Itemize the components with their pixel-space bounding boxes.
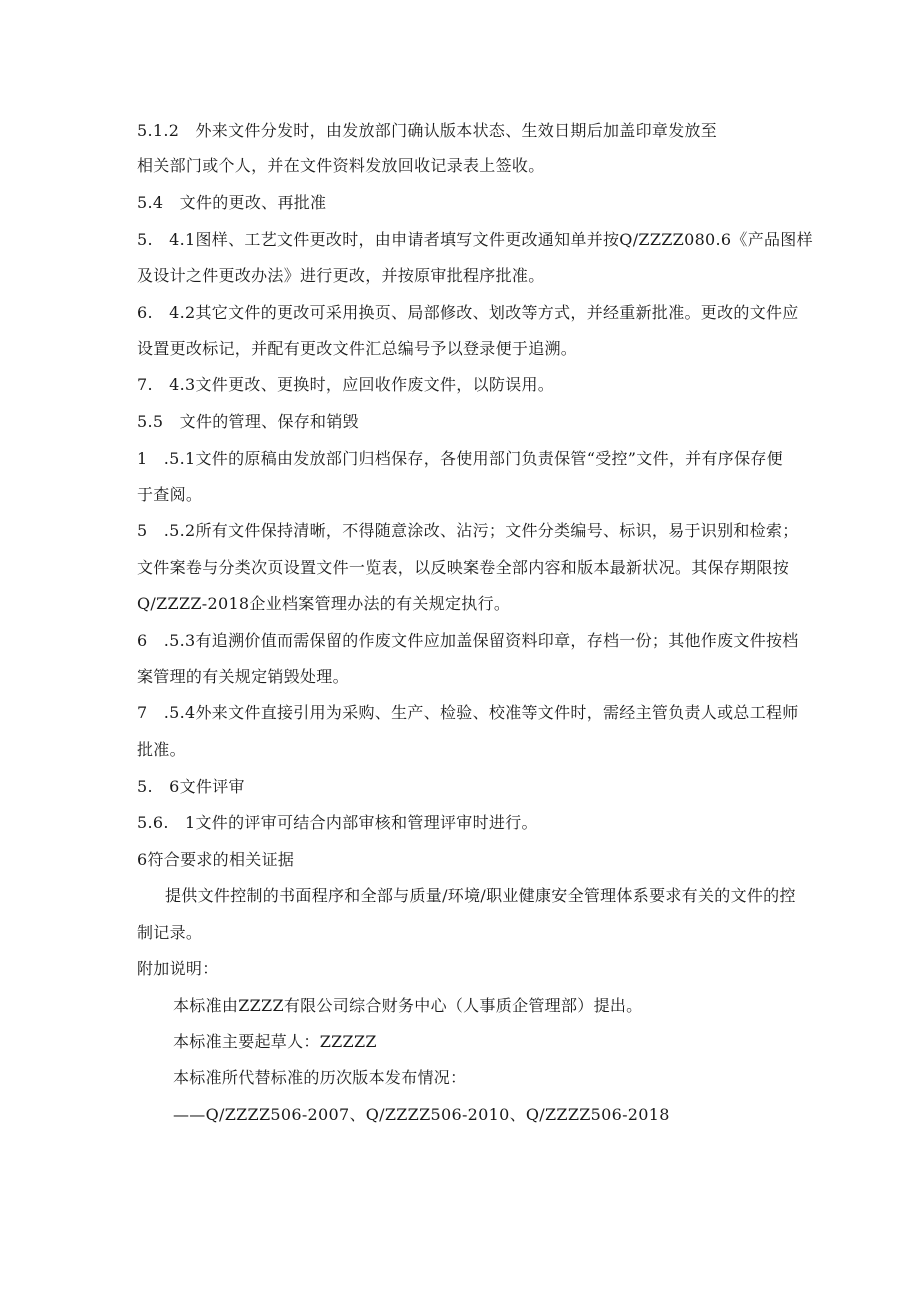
clause-5-5-2-cont2: Q/ZZZZ-2018企业档案管理办法的有关规定执行。	[137, 594, 511, 613]
heading-5-5: 5.5 文件的管理、保存和销毁	[137, 412, 359, 431]
clause-5-1-2-cont: 相关部门或个人，并在文件资料发放回收记录表上签收。	[137, 156, 545, 175]
appendix-history-label: 本标准所代替标准的历次版本发布情况：	[173, 1068, 467, 1087]
clause-5-4-2: 6. 4.2其它文件的更改可采用换页、局部修改、划改等方式，并经重新批准。更改的文件应	[137, 303, 799, 322]
clause-5-4-2-cont: 设置更改标记，并配有更改文件汇总编号予以登录便于追溯。	[137, 339, 578, 358]
heading-5-6: 5. 6文件评审	[137, 777, 245, 796]
clause-5-5-4: 7 .5.4外来文件直接引用为采购、生产、检验、校准等文件时，需经主管负责人或总工程师	[137, 703, 799, 722]
clause-5-1-2: 5.1.2 外来文件分发时，由发放部门确认版本状态、生效日期后加盖印章发放至	[137, 121, 718, 140]
clause-5-5-4-cont: 批准。	[137, 740, 186, 759]
clause-5-5-2: 5 .5.2所有文件保持清晰，不得随意涂改、沾污；文件分类编号、标识，易于识别和检索；	[137, 521, 799, 540]
heading-6: 6符合要求的相关证据	[137, 850, 295, 869]
appendix-drafter: 本标准主要起草人：ZZZZZ	[173, 1032, 377, 1051]
clause-5-4-1-cont: 及设计之件更改办法》进行更改，并按原审批程序批准。	[137, 266, 545, 285]
appendix-label: 附加说明：	[137, 959, 219, 978]
clause-5-4-3: 7. 4.3文件更改、更换时，应回收作废文件，以防误用。	[137, 375, 555, 394]
clause-5-5-1: 1 .5.1文件的原稿由发放部门归档保存，各使用部门负责保管“受控”文件，并有序保存便	[137, 449, 783, 468]
appendix-proposer: 本标准由ZZZZ有限公司综合财务中心（人事质企管理部）提出。	[173, 996, 643, 1015]
clause-5-4-1: 5. 4.1图样、工艺文件更改时，由申请者填写文件更改通知单并按Q/ZZZZ080.6《产品图样	[137, 230, 813, 249]
clause-5-6-1: 5.6. 1文件的评审可结合内部审核和管理评审时进行。	[137, 813, 538, 832]
clause-5-5-3-cont: 案管理的有关规定销毁处理。	[137, 667, 349, 686]
appendix-history-versions: ——Q/ZZZZ506-2007、Q/ZZZZ506-2010、Q/ZZZZ506-2018	[173, 1105, 670, 1124]
clause-5-5-1-cont: 于查阅。	[137, 485, 203, 504]
clause-5-5-3: 6 .5.3有追溯价值而需保留的作废文件应加盖保留资料印章，存档一份；其他作废文件按档	[137, 631, 799, 650]
clause-5-5-2-cont1: 文件案卷与分类次页设置文件一览表，以反映案卷全部内容和版本最新状况。其保存期限按	[137, 558, 790, 577]
evidence-paragraph-cont: 制记录。	[137, 923, 203, 942]
heading-5-4: 5.4 文件的更改、再批准	[137, 193, 327, 212]
evidence-paragraph: 提供文件控制的书面程序和全部与质量/环境/职业健康安全管理体系要求有关的文件的控	[165, 886, 796, 905]
